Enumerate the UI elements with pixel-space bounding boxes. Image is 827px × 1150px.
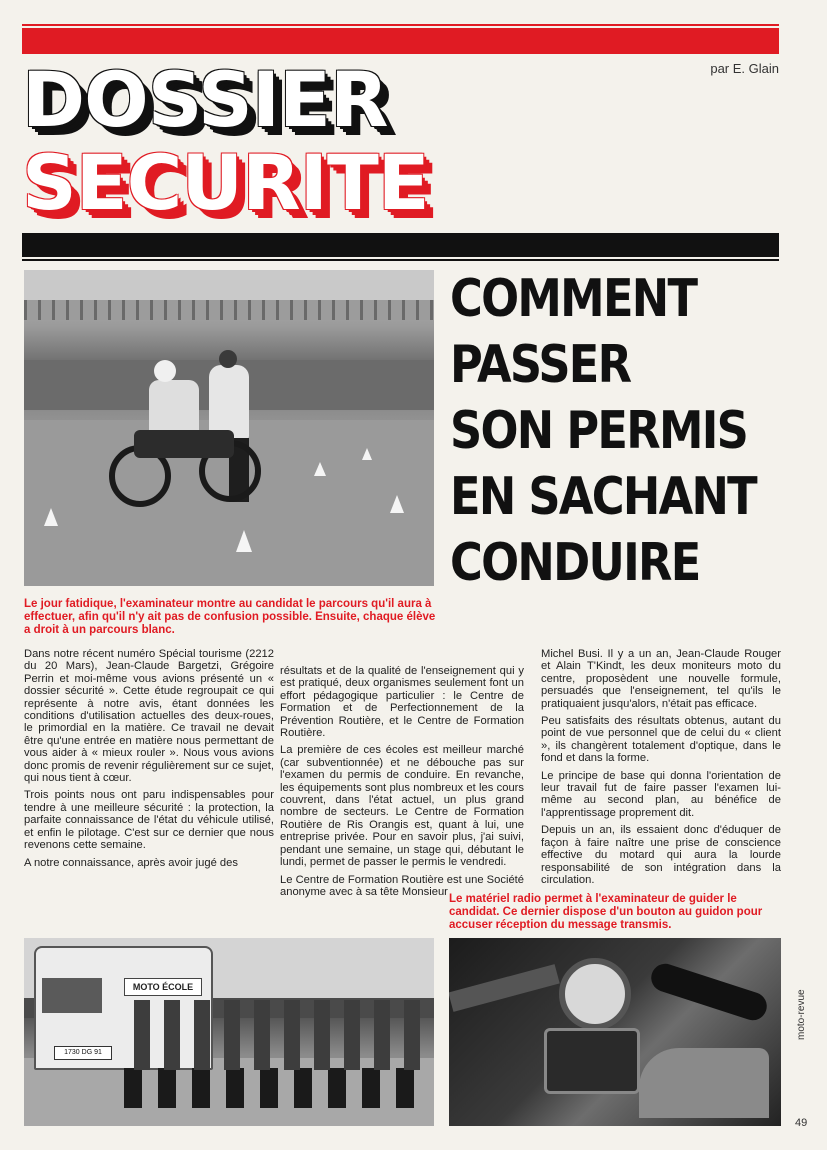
article-headline [450, 266, 756, 596]
paragraph: Trois points nous ont paru indispensables pour tendre à une meilleure sécurité : la protection, la parfaite connaissance de l'état du véhicule utilisé, et enfin le pilotage. C'est sur ce dernier que nous revenons cette semaine. [24, 789, 274, 852]
black-bar [22, 233, 779, 257]
van-sign: MOTO ÉCOLE [124, 978, 202, 996]
page-number: 49 [795, 1117, 808, 1129]
headline-line-1: COMMENT [450, 269, 697, 329]
article-column-3 [541, 648, 781, 891]
title-dossier: DOSSIER [22, 55, 388, 144]
byline: par E. Glain [710, 61, 779, 76]
photo-caption-top: Le jour fatidique, l'examinateur montre au candidat le parcours qu'il aura à effectuer, afin qu'il n'y ait pas de confusion possible. Ensuite, chaque élève a droit à un parcours blanc. [24, 598, 436, 636]
photo-radio-equipment [449, 938, 781, 1126]
paragraph: Depuis un an, ils essaient donc d'éduquer de façon à faire naître une prise de conscience effective du motard qui aura la lourde responsabilité de son intégration dans la circulation. [541, 824, 781, 886]
photo-moto-ecole-group [24, 938, 434, 1126]
headline-line-3: SON PERMIS [450, 401, 748, 461]
magazine-name: moto-revue [796, 989, 807, 1040]
paragraph: A notre connaissance, après avoir jugé des [24, 856, 238, 869]
black-rule [22, 259, 779, 261]
photo-caption-bottom: Le matériel radio permet à l'examinateur de guider le candidat. Ce dernier dispose d'un bouton au guidon pour accuser réception du message transmis. [449, 893, 763, 931]
top-red-bar [22, 28, 779, 54]
article-column-1 [24, 648, 274, 874]
article-column-2 [280, 665, 524, 903]
photo-examiner-motorcycle [24, 270, 434, 586]
paragraph: Dans notre récent numéro Spécial tourisme (2212 du 20 Mars), Jean-Claude Bargetzi, Grégoire Perrin et moi-même vous avions présenté un « dossier sécurité ». Cette étude regroupait ce qui représente à notre avis, étant données les conditions d'utilisation actuelles des deux-roues, le primordial en la matière. Ce travail ne devait être qu'une entrée en matière nous permettant de vous aider à « mieux rouler ». Nous vous avions donc promis de revenir régulièrement sur ce sujet, qui nous tient à cœur. [24, 648, 274, 785]
headline-line-5: CONDUIRE [450, 533, 700, 593]
paragraph: Peu satisfaits des résultats obtenus, autant du point de vue personnel que de celui du « client », ils changèrent totalement d'optique, dans le fond et dans la forme. [541, 715, 781, 765]
paragraph: Le principe de base qui donna l'orientation de leur travail fut de faire passer l'examen lui-même au second plan, au bénéfice de l'apprentissage proprement dit. [541, 769, 781, 819]
top-red-rule [22, 24, 779, 26]
paragraph: Michel Busi. Il y a un an, Jean-Claude Rouger et Alain T'Kindt, les deux moniteurs moto du centre, proposèdent une nouvelle formule, persuadés que l'enseignement, tel qu'ils le pratiquaient jusqu'alors, n'était pas efficace. [541, 648, 781, 710]
paragraph: La première de ces écoles est meilleur marché (car subventionnée) et ne débouche pas sur l'examen du permis de conduire. En revanche, les équipements sont plus nombreux et les cours couvrent, dans l'état actuel, un plus grand nombre de secteurs. Le Centre de Formation Routière de Ris Orangis est, quant à lui, une entreprise privée. Pour en savoir plus, j'ai suivi, pendant une semaine, un stage qui, débutant le lundi, permet de passer le permis le vendredi. [280, 744, 524, 869]
title-securite: SECURITE [22, 138, 429, 227]
headline-line-4: EN SACHANT [450, 467, 756, 527]
headline-line-2: PASSER [450, 335, 631, 395]
paragraph: résultats et de la qualité de l'enseignement qui y est pratiqué, deux organismes seulement font un effort pédagogique particulier : le Centre de Formation et de Perfectionnement de la Prévention Routière, et le Centre de Formation Routière. [280, 665, 524, 740]
paragraph: Le Centre de Formation Routière est une Société anonyme avec à sa tête Monsieur [280, 873, 524, 898]
van-plate: 1730 DG 91 [54, 1046, 112, 1060]
